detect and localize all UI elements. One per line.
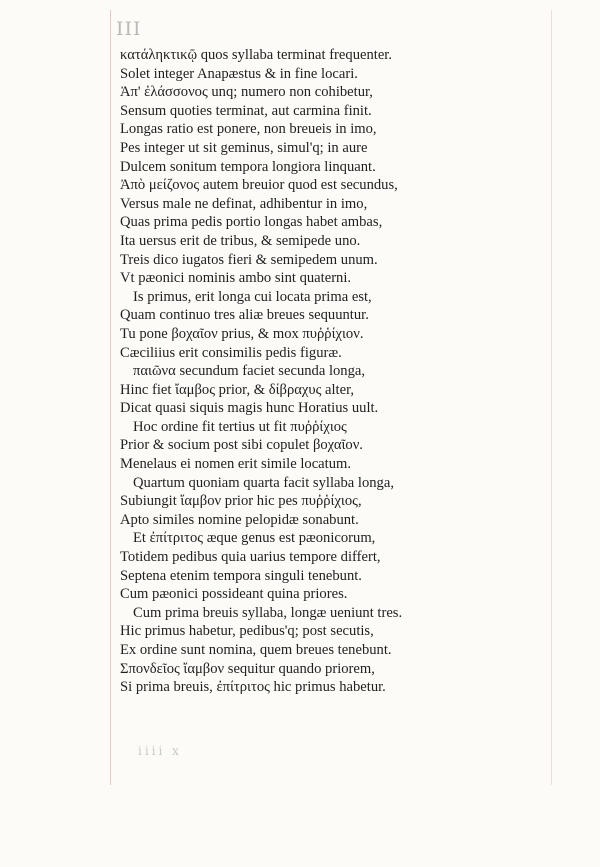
text-line: Septena etenim tempora singuli tenebunt. bbox=[120, 567, 362, 584]
text-line: Hoc ordine fit tertius ut fit πυῤῥίχιος bbox=[133, 418, 347, 435]
text-line: Treis dico iugatos fieri & semipedem unum. bbox=[120, 251, 378, 268]
text-line: Tu pone βοχαῖον prius, & mox πυῤῥίχιον. bbox=[120, 325, 364, 342]
text-line: Subiungit ἴαμβον prior hic pes πυῤῥίχιος, bbox=[120, 493, 362, 510]
text-line: Cum pæonici possideant quina priores. bbox=[120, 586, 348, 603]
text-line: Hinc fiet ἴαμβος prior, & δίβραχυς alter, bbox=[120, 381, 355, 398]
folio-number: III bbox=[116, 18, 142, 40]
text-line: Si prima breuis, ἐπίτριτος hic primus habetur. bbox=[120, 679, 386, 696]
text-line: Totidem pedibus quia uarius tempore differt, bbox=[120, 549, 381, 566]
text-line: κατάληκτικῷ quos syllaba terminat frequenter. bbox=[120, 47, 392, 63]
text-line: Ita uersus erit de tribus, & semipede uno. bbox=[120, 232, 361, 249]
text-line: Apto similes nomine pelopidæ sonabunt. bbox=[120, 511, 359, 528]
text-line: Et ἐπίτριτος æque genus est pæonicorum, bbox=[133, 530, 376, 547]
text-line: Ἀπὸ μείζονος autem breuior quod est secundus, bbox=[120, 177, 398, 194]
text-line: Prior & socium post sibi copulet βοχαῖον. bbox=[120, 437, 363, 454]
text-line: Is primus, erit longa cui locata prima est, bbox=[133, 288, 372, 305]
text-line: Dulcem sonitum tempora longiora linquant. bbox=[120, 158, 376, 175]
text-line: Vt pæonici nominis ambo sint quaterni. bbox=[120, 270, 352, 287]
text-line: Σπονδεῖος ἴαμβον sequitur quando priorem, bbox=[120, 660, 375, 677]
text-line: Ex ordine sunt nomina, quem breues tenebunt. bbox=[120, 642, 392, 658]
text-line: Quas prima pedis portio longas habet ambas, bbox=[120, 214, 383, 231]
text-line: Dicat quasi siquis magis hunc Horatius uult. bbox=[120, 400, 379, 417]
text-line: Ἀπ' ἐλάσσονος unq; numero non cohibetur, bbox=[120, 84, 373, 101]
text-line: Sensum quoties terminat, aut carmina finit. bbox=[120, 102, 372, 119]
text-line: Pes integer ut sit geminus, simul'q; in aure bbox=[120, 139, 368, 156]
text-line: Cæciliius erit consimilis pedis figuræ. bbox=[120, 344, 342, 361]
text-line: Menelaus ei nomen erit simile locatum. bbox=[120, 456, 352, 473]
signature-mark: iiii x bbox=[138, 744, 182, 758]
text-line: παιῶνα secundum faciet secunda longa, bbox=[133, 363, 366, 380]
verse-text bbox=[120, 46, 545, 697]
text-line: Cum prima breuis syllaba, longæ ueniunt tres. bbox=[133, 604, 403, 621]
text-line: Versus male ne definat, adhibentur in imo, bbox=[120, 195, 368, 212]
text-line: Longas ratio est ponere, non breueis in imo, bbox=[120, 121, 377, 138]
text-line: Solet integer Anapæstus & in fine locari. bbox=[120, 65, 358, 82]
text-line: Hic primus habetur, pedibus'q; post secutis, bbox=[120, 623, 374, 640]
text-line: Quam continuo tres aliæ breues sequuntur. bbox=[120, 307, 369, 324]
text-line: Quartum quoniam quarta facit syllaba longa, bbox=[133, 474, 394, 491]
